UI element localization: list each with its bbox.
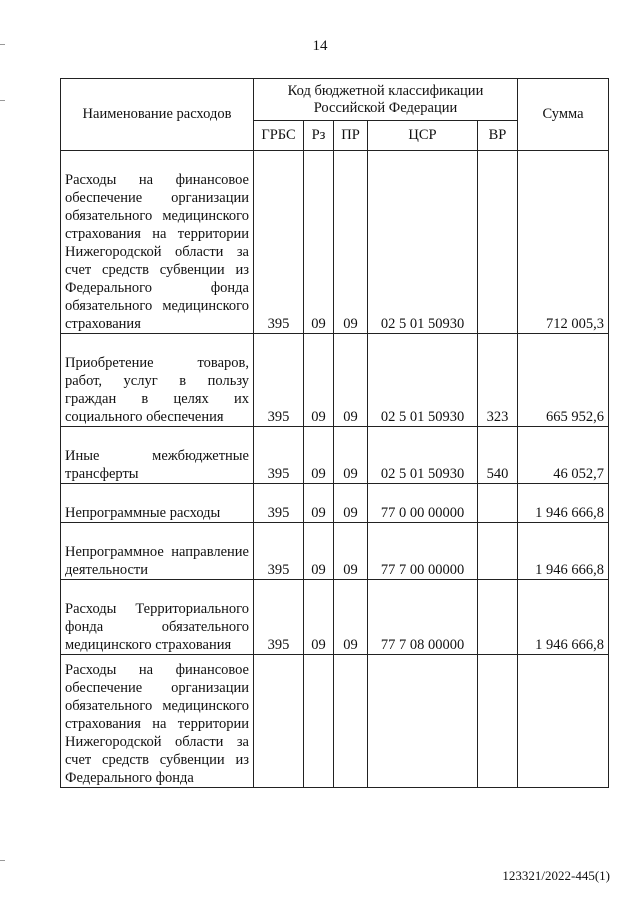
row-name: Приобретение товаров, работ, услуг в пользу граждан в целях их социального обеспечения bbox=[61, 334, 254, 427]
row-pr: 09 bbox=[334, 484, 368, 523]
table-row bbox=[61, 580, 609, 655]
row-vr bbox=[478, 523, 518, 580]
table-row bbox=[61, 151, 609, 334]
row-sum: 665 952,6 bbox=[518, 334, 609, 427]
row-rz: 09 bbox=[304, 484, 334, 523]
row-rz: 09 bbox=[304, 151, 334, 334]
row-sum: 46 052,7 bbox=[518, 427, 609, 484]
row-sum: 1 946 666,8 bbox=[518, 523, 609, 580]
header-csr: ЦСР bbox=[368, 121, 478, 151]
row-rz: 09 bbox=[304, 427, 334, 484]
row-grbs: 395 bbox=[254, 580, 304, 655]
row-vr: 540 bbox=[478, 427, 518, 484]
row-name: Непрограммные расходы bbox=[61, 484, 254, 523]
row-pr: 09 bbox=[334, 334, 368, 427]
row-sum: 1 946 666,8 bbox=[518, 580, 609, 655]
row-rz bbox=[304, 655, 334, 788]
margin-tick bbox=[0, 100, 5, 101]
row-csr: 77 7 08 00000 bbox=[368, 580, 478, 655]
margin-tick bbox=[0, 860, 5, 861]
row-rz: 09 bbox=[304, 334, 334, 427]
table-row bbox=[61, 655, 609, 788]
row-grbs: 395 bbox=[254, 151, 304, 334]
header-code-group: Код бюджетной классификации Российской Федерации bbox=[254, 79, 518, 121]
row-name: Расходы на финансовое обеспечение организации обязательного медицинского страхования на территории Нижегородской области за счет средств субвенции из Федерального фонда bbox=[61, 655, 254, 788]
row-csr: 02 5 01 50930 bbox=[368, 151, 478, 334]
row-pr: 09 bbox=[334, 151, 368, 334]
row-vr bbox=[478, 151, 518, 334]
row-grbs: 395 bbox=[254, 427, 304, 484]
row-rz: 09 bbox=[304, 580, 334, 655]
row-grbs: 395 bbox=[254, 484, 304, 523]
row-csr: 02 5 01 50930 bbox=[368, 427, 478, 484]
header-vr: ВР bbox=[478, 121, 518, 151]
table-row bbox=[61, 427, 609, 484]
margin-tick bbox=[0, 44, 5, 45]
row-rz: 09 bbox=[304, 523, 334, 580]
row-vr: 323 bbox=[478, 334, 518, 427]
header-name: Наименование расходов bbox=[61, 79, 254, 151]
row-vr bbox=[478, 655, 518, 788]
table-row bbox=[61, 484, 609, 523]
row-csr: 77 0 00 00000 bbox=[368, 484, 478, 523]
row-name: Расходы Территориального фонда обязательного медицинского страхования bbox=[61, 580, 254, 655]
row-sum bbox=[518, 655, 609, 788]
row-grbs: 395 bbox=[254, 523, 304, 580]
row-name: Иные межбюджетные трансферты bbox=[61, 427, 254, 484]
header-grbs: ГРБС bbox=[254, 121, 304, 151]
row-grbs bbox=[254, 655, 304, 788]
budget-table bbox=[60, 78, 609, 788]
row-name: Расходы на финансовое обеспечение организации обязательного медицинского страхования на территории Нижегородской области за счет средств субвенции из Федерального фонда обязательного медицинского страхования bbox=[61, 151, 254, 334]
row-sum: 712 005,3 bbox=[518, 151, 609, 334]
page-number: 14 bbox=[312, 38, 328, 54]
row-name: Непрограммное направление деятельности bbox=[61, 523, 254, 580]
row-vr bbox=[478, 484, 518, 523]
header-sum: Сумма bbox=[518, 79, 609, 151]
row-grbs: 395 bbox=[254, 334, 304, 427]
row-pr: 09 bbox=[334, 523, 368, 580]
row-csr bbox=[368, 655, 478, 788]
header-pr: ПР bbox=[334, 121, 368, 151]
row-pr bbox=[334, 655, 368, 788]
row-csr: 02 5 01 50930 bbox=[368, 334, 478, 427]
table-row bbox=[61, 523, 609, 580]
row-pr: 09 bbox=[334, 580, 368, 655]
row-vr bbox=[478, 580, 518, 655]
table-row bbox=[61, 334, 609, 427]
header-row-top bbox=[61, 79, 609, 121]
header-rz: Рз bbox=[304, 121, 334, 151]
row-sum: 1 946 666,8 bbox=[518, 484, 609, 523]
row-csr: 77 7 00 00000 bbox=[368, 523, 478, 580]
document-number: 123321/2022-445(1) bbox=[502, 868, 610, 883]
row-pr: 09 bbox=[334, 427, 368, 484]
